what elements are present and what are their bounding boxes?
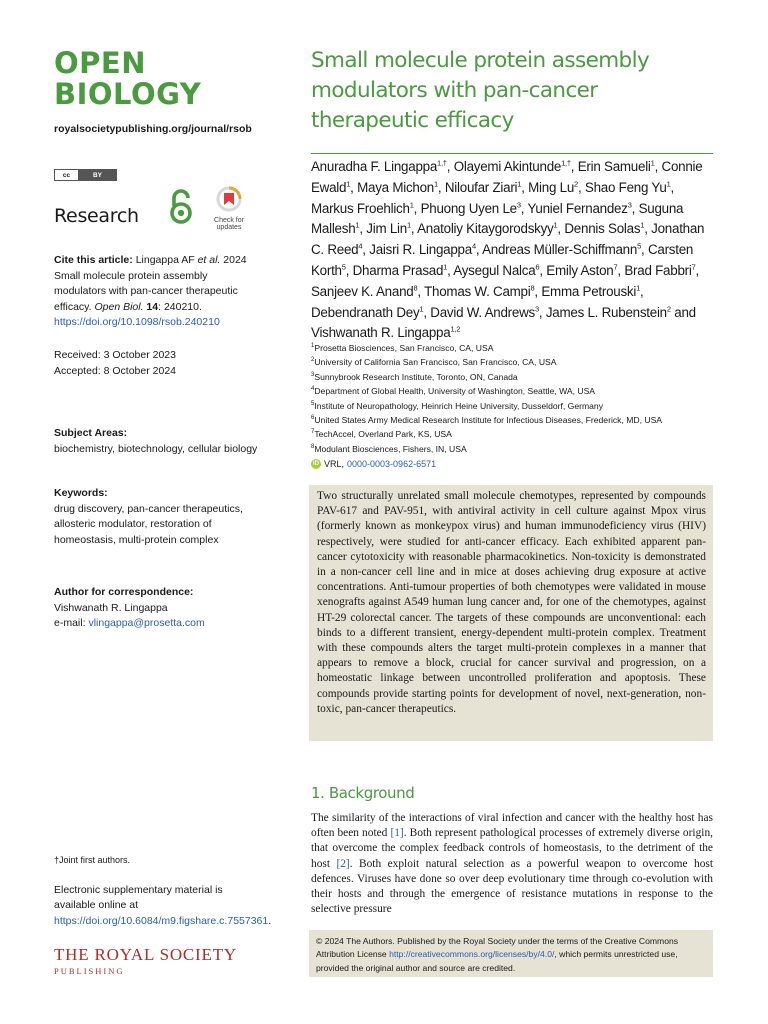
affiliation-item <box>311 413 714 427</box>
author-name[interactable]: David W. Andrews <box>430 304 535 320</box>
author-name[interactable]: Aysegul Nalca <box>453 262 536 278</box>
license-link[interactable]: http://creativecommons.org/licenses/by/4.0/ <box>389 949 555 960</box>
author-affiliation-marker: 3 <box>534 304 539 314</box>
cite-journal: Open Biol. <box>94 300 144 313</box>
affiliation-text: Institute of Neuropathology, Heinrich Heine University, Dusseldorf, Germany <box>314 400 603 411</box>
author-affiliation-marker: 1 <box>355 220 360 230</box>
author-affiliation-marker: 2 <box>574 179 578 189</box>
affiliation-item <box>311 341 714 355</box>
author-affiliation-marker: 1 <box>346 179 351 189</box>
author-affiliation-marker: 4 <box>358 241 363 251</box>
keywords <box>54 486 259 548</box>
subject-areas <box>54 426 259 457</box>
cc-icon: cc <box>55 170 79 180</box>
author-affiliation-marker: 1 <box>650 158 655 168</box>
affiliation-text: University of California San Francisco, San Francisco, CA, USA <box>314 357 557 368</box>
author-name[interactable]: James L. Rubenstein <box>545 304 667 320</box>
publisher-logo[interactable] <box>54 945 237 976</box>
affiliation-number: 5 <box>311 400 315 407</box>
email-link[interactable]: vlingappa@prosetta.com <box>88 617 205 629</box>
author-name[interactable]: Maya Michon <box>357 179 434 195</box>
affiliation-item <box>311 399 714 413</box>
license-box <box>309 930 713 977</box>
cite-label: Cite this article: <box>54 254 133 266</box>
orcid-entry[interactable] <box>311 459 436 469</box>
subjects-list: biochemistry, biotechnology, cellular biology <box>54 442 258 455</box>
sidebar-footnotes <box>54 853 272 929</box>
author-name[interactable]: Brad Fabbri <box>624 262 692 278</box>
affiliation-item <box>311 370 714 384</box>
publisher-sub: PUBLISHING <box>54 966 125 976</box>
body-text-1: The similarity of the interactions of viral infection and cancer with the healthy host has often been noted <box>311 812 713 840</box>
body-text-3: . Both exploit natural selection as a powerful weapon to overcome host defences. Viruses have done so over deep evolutionary time through co-evolution with their hosts and through the emergence of resistance mutations in response to the selective pressure <box>311 857 713 916</box>
author-affiliation-marker: 1,† <box>561 158 571 168</box>
citation-block <box>54 253 259 331</box>
abstract-text: Two structurally unrelated small molecule chemotypes, represented by compounds PAV-617 and PAV-951, with antiviral activity in cell culture against Mpox virus (formerly known as monkeypox virus) and human immunodeficiency virus (HIV) respectively, were studied for anti-cancer efficacy. Each exhibited apparent pan-cancer cytotoxicity with reasonable pharmacokinetics. Non-toxicity is demonstrated in a non-cancer cell line and in mice at doses achieving drug exposure at active concentrations. Anti-tumour properties of both chemotypes were validated in mouse xenografts against A549 human lung cancer and, for one of the chemotypes, against HT-29 colorectal cancer. The targets of these compounds are unconventional: each binds to a different transient, energy-dependent multi-protein complex. Treatment with these compounds alters the target multi-protein complexes in a manner that appears to remove a block, crucial for cancer survival and progression, on a homeostatic linkage between uncontrolled proliferation and apoptosis. These compounds provide starting points for development of novel, next-generation, non-toxic, pan-cancer therapeutics. <box>317 490 706 715</box>
esm-link[interactable]: https://doi.org/10.6084/m9.figshare.c.7557361 <box>54 914 269 927</box>
author-affiliation-marker: 1 <box>406 220 411 230</box>
author-affiliation-marker: 1 <box>419 304 424 314</box>
author-affiliation-marker: 5 <box>637 241 641 251</box>
author-affiliation-marker: 7 <box>613 262 618 272</box>
body-text-2: . Both represent pathological processes of extremely diverse origin, that overcome the complex feedback controls of homeostasis, to the detriment of the host <box>311 827 713 870</box>
affiliation-text: Department of Global Health, University of Washington, Seattle, WA, USA <box>314 386 596 397</box>
author-name[interactable]: Markus Froehlich <box>311 200 410 216</box>
cite-doi-link[interactable]: https://doi.org/10.1098/rsob.240210 <box>54 316 220 328</box>
author-name[interactable]: Emily Aston <box>546 262 614 278</box>
article-title: Small molecule protein assembly modulators with pan-cancer therapeutic efficacy <box>311 48 650 133</box>
check-updates-line1: Check for <box>214 217 244 224</box>
keywords-label: Keywords: <box>54 487 108 499</box>
author-affiliation-marker: 1 <box>636 283 641 293</box>
affiliation-number: 2 <box>311 357 315 364</box>
author-affiliation-marker: 7 <box>691 262 696 272</box>
author-affiliation-marker: 2 <box>666 304 671 314</box>
accepted-date: Accepted: 8 October 2024 <box>54 364 176 377</box>
title-divider <box>311 153 713 154</box>
keywords-list: drug discovery, pan-cancer therapeutics, allosteric modulator, restoration of homeostasis, multi-protein complex <box>54 502 243 546</box>
cite-pages: : 240210. <box>158 300 202 313</box>
journal-logo-line2: BIOLOGY <box>54 77 202 111</box>
check-updates-icon <box>216 186 242 212</box>
orcid-link[interactable]: 0000-0003-0962-6571 <box>347 459 437 469</box>
email-label: e-mail: <box>54 617 86 629</box>
cite-authors: Lingappa AF <box>135 254 195 266</box>
author-name[interactable]: Ming Lu <box>528 179 575 195</box>
author-name[interactable]: Andreas Müller-Schiffmann <box>482 242 638 258</box>
author-name[interactable]: Thomas W. Campi <box>424 283 531 299</box>
author-name[interactable]: Connie Ewald <box>311 159 703 195</box>
affiliation-number: 3 <box>311 371 315 378</box>
author-name[interactable]: Emma Petrouski <box>541 283 637 299</box>
joint-first-note: †Joint first authors. <box>54 855 131 865</box>
author-name[interactable]: Sanjeev K. Anand <box>311 283 414 299</box>
author-affiliation-marker: 1 <box>553 220 558 230</box>
section-heading: 1. Background <box>311 784 415 802</box>
received-date: Received: 3 October 2023 <box>54 349 176 361</box>
cite-volume: 14 <box>146 300 159 313</box>
author-affiliation-marker: 1 <box>640 220 645 230</box>
affiliation-item <box>311 427 714 441</box>
subjects-label: Subject Areas: <box>54 427 128 439</box>
affiliation-text: Prosetta Biosciences, San Francisco, CA, USA <box>314 343 494 353</box>
orcid-icon: iD <box>313 461 319 467</box>
author-affiliation-marker: 1 <box>409 200 414 210</box>
author-name[interactable]: Jim Lin <box>366 221 407 237</box>
cite-etal: et al. <box>197 254 221 266</box>
author-affiliation-marker: 1 <box>517 179 522 189</box>
author-name[interactable]: Debendranath Dey <box>311 304 420 320</box>
affiliation-number: 1 <box>311 343 315 350</box>
affiliation-item <box>311 384 714 398</box>
author-name[interactable]: Dharma Prasad <box>352 262 444 278</box>
affiliation-number: 8 <box>311 443 315 450</box>
abstract-box <box>309 485 713 741</box>
author-affiliation-marker: 3 <box>627 200 632 210</box>
journal-logo[interactable] <box>54 48 201 110</box>
esm-end: . <box>268 914 272 927</box>
reference-link-2[interactable]: [2] <box>336 857 350 870</box>
correspondence-block <box>54 585 259 632</box>
author-name[interactable]: Yuniel Fernandez <box>527 200 628 216</box>
by-icon: BY <box>79 170 116 180</box>
license-text: © 2024 The Authors. Published by the Royal Society under the terms of the Creative Commons Attribution License <box>316 936 679 960</box>
affiliation-item <box>311 355 714 369</box>
affiliation-number: 4 <box>311 386 315 393</box>
affiliation-number: 7 <box>311 429 315 436</box>
author-name[interactable]: Olayemi Akintunde <box>453 159 562 174</box>
author-name[interactable]: Jonathan C. Reed <box>311 221 705 258</box>
author-affiliation-marker: 1,2 <box>450 324 461 334</box>
license-end: , which permits unrestricted use, provided the original author and source are credited. <box>316 949 678 973</box>
author-name[interactable]: Carsten Korth <box>311 242 694 278</box>
correspondence-label: Author for correspondence: <box>54 586 194 598</box>
author-affiliation-marker: 8 <box>530 283 535 293</box>
affiliation-text: TechAccel, Overland Park, KS, USA <box>314 429 452 440</box>
body-paragraph <box>311 811 713 917</box>
affiliation-text: Modulant Biosciences, Fishers, IN, USA <box>314 443 467 454</box>
affiliation-number: 6 <box>311 415 315 422</box>
publisher-name: THE ROYAL SOCIETY <box>54 945 237 964</box>
affiliation-text: United States Army Medical Research Institute for Infectious Diseases, Frederick, MD, USA <box>314 415 663 426</box>
author-name[interactable]: Jaisri R. Lingappa <box>369 242 472 258</box>
author-name[interactable]: Anatoliy Kitaygorodskyy <box>417 221 554 237</box>
esm-text: Electronic supplementary material is available online at <box>54 883 223 911</box>
author-affiliation-marker: 4 <box>471 241 476 251</box>
cite-title: 2024 Small molecule protein assembly modulators with pan-cancer therapeutic efficacy. <box>54 254 247 313</box>
open-access-lock-icon <box>168 188 194 226</box>
check-for-updates-button[interactable] <box>208 186 250 231</box>
affiliation-list <box>311 341 714 456</box>
author-name[interactable]: Dennis Solas <box>564 221 641 237</box>
author-name[interactable]: Niloufar Ziari <box>444 179 518 195</box>
esm-note <box>54 883 272 930</box>
affiliation-item <box>311 442 714 456</box>
affiliation-text: Sunnybrook Research Institute, Toronto, ON, Canada <box>314 371 518 382</box>
author-list: Anuradha F. Lingappa$^{1,\dagger}$, Olayemi Akintunde$^{1,\dagger}$, Erin Samueli$^1$, Connie Ewald$^1$, Maya Michon$^1$, Niloufar Ziari$^1$, Ming Lu$^2$, Shao Feng Yu$^1$, Markus Froehlich$^1$, Phuong Uyen Le$^3$, Yuniel Fernandez$^3$, Suguna Mallesh$^1$, Jim Lin$^1$, Anatoliy Kitaygorodskyy$^1$, Dennis Solas$^1$, Jonathan C. Reed$^4$, Jaisri R. Lingappa$^4$, Andreas Müller-Schiffmann$^5$, Carsten Korth$^5$, Dharma Prasad$^1$, Aysegul Nalca$^6$, Emily Aston$^7$, Brad Fabbri$^7$, Sanjeev K. Anand$^8$, Thomas W. Campi$^8$, Emma Petrouski$^1$, Debendranath Dey$^1$, David W. Andrews$^3$, James L. Rubenstein$^2$ and Vishwanath R. Lingappa$^{1,2}$ <box>311 158 705 341</box>
author-affiliation-marker: 1 <box>434 179 438 189</box>
author-name[interactable]: Suguna Mallesh <box>311 200 684 237</box>
article-type-label: Research <box>54 205 139 227</box>
cc-by-license-badge[interactable] <box>54 169 117 181</box>
author-affiliation-marker: 1 <box>443 262 448 272</box>
author-affiliation-marker: 3 <box>516 200 521 210</box>
orcid-initials: VRL, <box>324 459 345 469</box>
reference-link-1[interactable]: [1] <box>390 827 404 840</box>
author-name[interactable]: Anuradha F. Lingappa <box>311 159 438 174</box>
author-affiliation-marker: 5 <box>341 262 346 272</box>
journal-logo-line1: OPEN <box>54 46 146 80</box>
author-name[interactable]: Vishwanath R. Lingappa <box>311 325 451 341</box>
author-name[interactable]: Phuong Uyen Le <box>420 200 517 216</box>
check-updates-line2: updates <box>216 224 242 231</box>
author-affiliation-marker: 8 <box>413 283 418 293</box>
author-name[interactable]: Erin Samueli <box>577 159 651 174</box>
author-name[interactable]: Shao Feng Yu <box>584 179 667 195</box>
author-affiliation-marker: 6 <box>535 262 540 272</box>
author-affiliation-marker: 1 <box>666 179 671 189</box>
author-affiliation-marker: 1,† <box>437 158 447 168</box>
journal-url[interactable]: royalsocietypublishing.org/journal/rsob <box>54 123 252 135</box>
correspondence-name: Vishwanath R. Lingappa <box>54 601 168 614</box>
article-dates <box>54 348 259 379</box>
